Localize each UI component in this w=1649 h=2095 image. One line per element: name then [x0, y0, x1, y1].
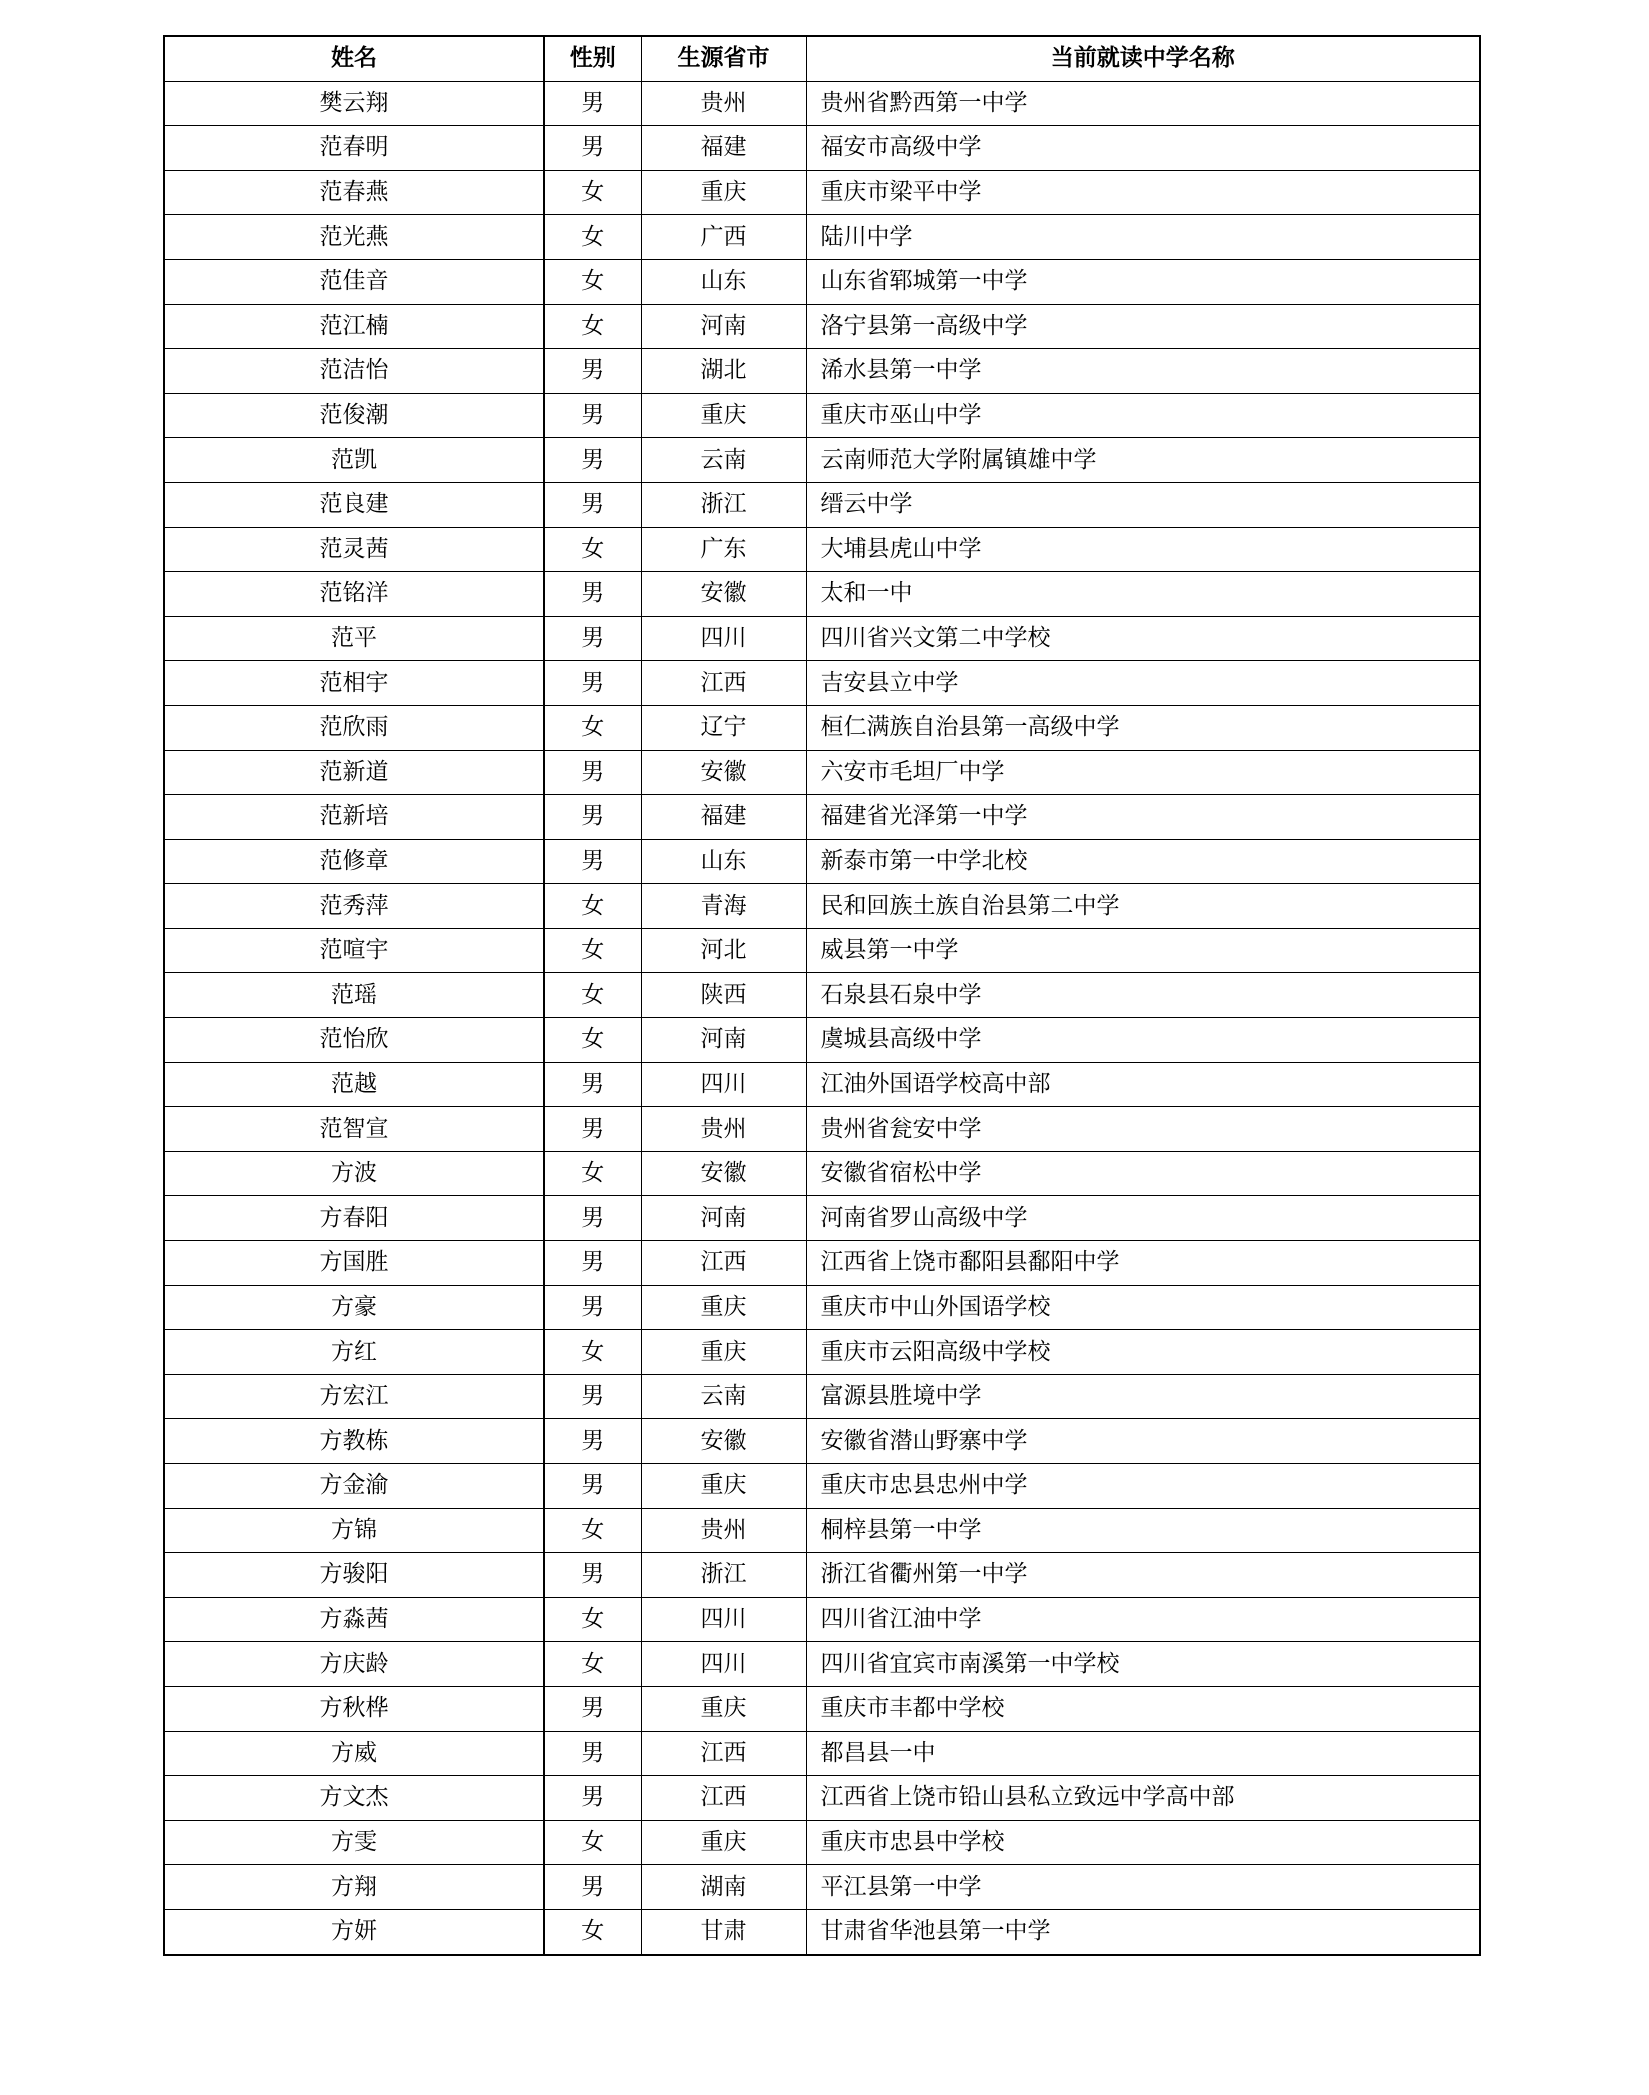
cell-gender: 女: [544, 1508, 641, 1553]
table-row: [164, 1018, 1480, 1063]
cell-gender: 女: [544, 1597, 641, 1642]
cell-gender: 女: [544, 884, 641, 929]
cell-province: 重庆: [641, 170, 806, 215]
cell-gender: 男: [544, 1196, 641, 1241]
cell-school: 浠水县第一中学: [806, 349, 1480, 394]
cell-school: 贵州省瓮安中学: [806, 1107, 1480, 1152]
cell-province: 重庆: [641, 1820, 806, 1865]
cell-name: 范良建: [164, 482, 544, 527]
cell-name: 范瑶: [164, 973, 544, 1018]
cell-gender: 女: [544, 1330, 641, 1375]
cell-school: 江油外国语学校高中部: [806, 1062, 1480, 1107]
cell-gender: 男: [544, 661, 641, 706]
table-row: [164, 1151, 1480, 1196]
table-row: [164, 1686, 1480, 1731]
cell-school: 陆川中学: [806, 215, 1480, 260]
cell-school: 四川省江油中学: [806, 1597, 1480, 1642]
cell-province: 湖北: [641, 349, 806, 394]
cell-province: 辽宁: [641, 705, 806, 750]
table-row: [164, 1285, 1480, 1330]
cell-name: 范欣雨: [164, 705, 544, 750]
cell-school: 贵州省黔西第一中学: [806, 81, 1480, 126]
cell-province: 甘肃: [641, 1909, 806, 1954]
table-header-row: [164, 36, 1480, 81]
table-row: [164, 1107, 1480, 1152]
table-row: [164, 616, 1480, 661]
cell-name: 范新道: [164, 750, 544, 795]
cell-gender: 女: [544, 1909, 641, 1954]
cell-province: 重庆: [641, 1686, 806, 1731]
table-row: [164, 1419, 1480, 1464]
cell-school: 重庆市丰都中学校: [806, 1686, 1480, 1731]
cell-gender: 女: [544, 304, 641, 349]
cell-province: 江西: [641, 1241, 806, 1286]
table-row: [164, 81, 1480, 126]
table-row: [164, 705, 1480, 750]
cell-name: 方红: [164, 1330, 544, 1375]
cell-province: 云南: [641, 1374, 806, 1419]
cell-name: 范春明: [164, 126, 544, 171]
cell-gender: 女: [544, 215, 641, 260]
cell-name: 方骏阳: [164, 1553, 544, 1598]
cell-gender: 女: [544, 973, 641, 1018]
table-row: [164, 1464, 1480, 1509]
cell-name: 范光燕: [164, 215, 544, 260]
table-row: [164, 661, 1480, 706]
cell-name: 方秋桦: [164, 1686, 544, 1731]
cell-name: 范江楠: [164, 304, 544, 349]
cell-province: 河北: [641, 928, 806, 973]
cell-gender: 男: [544, 482, 641, 527]
cell-name: 方淼茜: [164, 1597, 544, 1642]
student-roster-table: [163, 35, 1481, 1956]
cell-school: 重庆市忠县中学校: [806, 1820, 1480, 1865]
table-row: [164, 259, 1480, 304]
cell-name: 范俊潮: [164, 393, 544, 438]
cell-school: 安徽省宿松中学: [806, 1151, 1480, 1196]
table-row: [164, 393, 1480, 438]
table-row: [164, 1196, 1480, 1241]
cell-school: 洛宁县第一高级中学: [806, 304, 1480, 349]
cell-province: 安徽: [641, 572, 806, 617]
cell-name: 范智宣: [164, 1107, 544, 1152]
cell-province: 安徽: [641, 1151, 806, 1196]
table-row: [164, 438, 1480, 483]
table-row: [164, 1731, 1480, 1776]
cell-school: 富源县胜境中学: [806, 1374, 1480, 1419]
cell-gender: 女: [544, 259, 641, 304]
table-row: [164, 1553, 1480, 1598]
cell-name: 方国胜: [164, 1241, 544, 1286]
cell-province: 重庆: [641, 1330, 806, 1375]
cell-name: 方豪: [164, 1285, 544, 1330]
cell-school: 四川省兴文第二中学校: [806, 616, 1480, 661]
cell-school: 江西省上饶市鄱阳县鄱阳中学: [806, 1241, 1480, 1286]
cell-gender: 女: [544, 1018, 641, 1063]
cell-school: 山东省郓城第一中学: [806, 259, 1480, 304]
table-row: [164, 795, 1480, 840]
cell-school: 桐梓县第一中学: [806, 1508, 1480, 1553]
cell-name: 范越: [164, 1062, 544, 1107]
cell-gender: 男: [544, 1107, 641, 1152]
cell-name: 范洁怡: [164, 349, 544, 394]
cell-school: 四川省宜宾市南溪第一中学校: [806, 1642, 1480, 1687]
cell-name: 范新培: [164, 795, 544, 840]
cell-province: 广西: [641, 215, 806, 260]
cell-gender: 女: [544, 1642, 641, 1687]
cell-province: 重庆: [641, 1285, 806, 1330]
cell-name: 方翔: [164, 1865, 544, 1910]
cell-name: 方文杰: [164, 1776, 544, 1821]
cell-name: 范相宇: [164, 661, 544, 706]
table-row: [164, 1909, 1480, 1954]
cell-gender: 男: [544, 1464, 641, 1509]
table-row: [164, 215, 1480, 260]
table-body: [164, 81, 1480, 1954]
header-name: 姓名: [164, 36, 544, 81]
cell-gender: 男: [544, 1374, 641, 1419]
cell-school: 重庆市云阳高级中学校: [806, 1330, 1480, 1375]
cell-gender: 男: [544, 750, 641, 795]
cell-gender: 男: [544, 1553, 641, 1598]
cell-name: 方教栋: [164, 1419, 544, 1464]
student-roster-page: [163, 35, 1481, 1956]
cell-school: 浙江省衢州第一中学: [806, 1553, 1480, 1598]
table-row: [164, 1865, 1480, 1910]
cell-school: 云南师范大学附属镇雄中学: [806, 438, 1480, 483]
cell-province: 四川: [641, 1062, 806, 1107]
cell-province: 江西: [641, 1731, 806, 1776]
header-school: 当前就读中学名称: [806, 36, 1480, 81]
table-row: [164, 884, 1480, 929]
cell-gender: 男: [544, 1285, 641, 1330]
cell-province: 陕西: [641, 973, 806, 1018]
cell-name: 方春阳: [164, 1196, 544, 1241]
cell-gender: 男: [544, 1776, 641, 1821]
cell-gender: 男: [544, 393, 641, 438]
cell-province: 河南: [641, 1018, 806, 1063]
cell-province: 山东: [641, 259, 806, 304]
cell-gender: 男: [544, 126, 641, 171]
cell-province: 广东: [641, 527, 806, 572]
cell-name: 范喧宇: [164, 928, 544, 973]
cell-school: 重庆市梁平中学: [806, 170, 1480, 215]
cell-name: 范修章: [164, 839, 544, 884]
table-row: [164, 1508, 1480, 1553]
cell-gender: 男: [544, 438, 641, 483]
cell-school: 威县第一中学: [806, 928, 1480, 973]
cell-school: 重庆市巫山中学: [806, 393, 1480, 438]
cell-province: 云南: [641, 438, 806, 483]
cell-name: 范灵茜: [164, 527, 544, 572]
cell-gender: 女: [544, 527, 641, 572]
cell-province: 江西: [641, 661, 806, 706]
cell-province: 山东: [641, 839, 806, 884]
cell-gender: 女: [544, 1820, 641, 1865]
cell-province: 浙江: [641, 482, 806, 527]
table-row: [164, 349, 1480, 394]
table-row: [164, 1597, 1480, 1642]
cell-school: 都昌县一中: [806, 1731, 1480, 1776]
cell-name: 范铭洋: [164, 572, 544, 617]
table-row: [164, 1330, 1480, 1375]
cell-province: 重庆: [641, 1464, 806, 1509]
cell-school: 六安市毛坦厂中学: [806, 750, 1480, 795]
cell-school: 福安市高级中学: [806, 126, 1480, 171]
cell-gender: 男: [544, 572, 641, 617]
cell-gender: 女: [544, 170, 641, 215]
table-row: [164, 1374, 1480, 1419]
table-row: [164, 170, 1480, 215]
cell-gender: 男: [544, 81, 641, 126]
cell-province: 贵州: [641, 81, 806, 126]
cell-gender: 男: [544, 1731, 641, 1776]
table-row: [164, 973, 1480, 1018]
cell-province: 贵州: [641, 1508, 806, 1553]
cell-province: 安徽: [641, 1419, 806, 1464]
cell-school: 甘肃省华池县第一中学: [806, 1909, 1480, 1954]
cell-province: 贵州: [641, 1107, 806, 1152]
cell-school: 新泰市第一中学北校: [806, 839, 1480, 884]
table-row: [164, 1062, 1480, 1107]
cell-gender: 女: [544, 928, 641, 973]
cell-province: 河南: [641, 1196, 806, 1241]
cell-gender: 男: [544, 1686, 641, 1731]
cell-school: 重庆市忠县忠州中学: [806, 1464, 1480, 1509]
cell-school: 虞城县高级中学: [806, 1018, 1480, 1063]
cell-gender: 男: [544, 795, 641, 840]
cell-province: 江西: [641, 1776, 806, 1821]
table-row: [164, 572, 1480, 617]
table-row: [164, 1820, 1480, 1865]
cell-province: 四川: [641, 1597, 806, 1642]
cell-gender: 男: [544, 616, 641, 661]
cell-school: 石泉县石泉中学: [806, 973, 1480, 1018]
cell-name: 范春燕: [164, 170, 544, 215]
cell-school: 民和回族土族自治县第二中学: [806, 884, 1480, 929]
cell-name: 方波: [164, 1151, 544, 1196]
cell-name: 范平: [164, 616, 544, 661]
cell-school: 吉安县立中学: [806, 661, 1480, 706]
cell-name: 樊云翔: [164, 81, 544, 126]
cell-school: 平江县第一中学: [806, 1865, 1480, 1910]
cell-province: 四川: [641, 616, 806, 661]
cell-gender: 男: [544, 1241, 641, 1286]
cell-province: 重庆: [641, 393, 806, 438]
cell-name: 范怡欣: [164, 1018, 544, 1063]
cell-province: 浙江: [641, 1553, 806, 1598]
table-row: [164, 304, 1480, 349]
table-row: [164, 126, 1480, 171]
cell-province: 湖南: [641, 1865, 806, 1910]
cell-name: 方宏江: [164, 1374, 544, 1419]
cell-name: 方威: [164, 1731, 544, 1776]
table-row: [164, 1241, 1480, 1286]
cell-province: 安徽: [641, 750, 806, 795]
cell-gender: 男: [544, 1419, 641, 1464]
cell-name: 范凯: [164, 438, 544, 483]
cell-name: 方妍: [164, 1909, 544, 1954]
cell-school: 河南省罗山高级中学: [806, 1196, 1480, 1241]
cell-name: 方锦: [164, 1508, 544, 1553]
cell-gender: 男: [544, 1062, 641, 1107]
table-row: [164, 928, 1480, 973]
cell-school: 太和一中: [806, 572, 1480, 617]
cell-name: 范秀萍: [164, 884, 544, 929]
cell-province: 福建: [641, 126, 806, 171]
cell-province: 四川: [641, 1642, 806, 1687]
cell-province: 河南: [641, 304, 806, 349]
table-row: [164, 1776, 1480, 1821]
table-row: [164, 750, 1480, 795]
header-province: 生源省市: [641, 36, 806, 81]
table-row: [164, 482, 1480, 527]
cell-school: 安徽省潜山野寨中学: [806, 1419, 1480, 1464]
cell-school: 福建省光泽第一中学: [806, 795, 1480, 840]
cell-name: 方金渝: [164, 1464, 544, 1509]
cell-school: 桓仁满族自治县第一高级中学: [806, 705, 1480, 750]
cell-gender: 男: [544, 1865, 641, 1910]
cell-gender: 女: [544, 705, 641, 750]
header-gender: 性别: [544, 36, 641, 81]
table-row: [164, 839, 1480, 884]
table-row: [164, 1642, 1480, 1687]
cell-gender: 女: [544, 1151, 641, 1196]
cell-school: 江西省上饶市铅山县私立致远中学高中部: [806, 1776, 1480, 1821]
cell-province: 青海: [641, 884, 806, 929]
cell-gender: 男: [544, 349, 641, 394]
cell-province: 福建: [641, 795, 806, 840]
cell-gender: 男: [544, 839, 641, 884]
cell-school: 缙云中学: [806, 482, 1480, 527]
table-row: [164, 527, 1480, 572]
cell-name: 方庆龄: [164, 1642, 544, 1687]
cell-school: 重庆市中山外国语学校: [806, 1285, 1480, 1330]
cell-name: 范佳音: [164, 259, 544, 304]
cell-school: 大埔县虎山中学: [806, 527, 1480, 572]
cell-name: 方雯: [164, 1820, 544, 1865]
